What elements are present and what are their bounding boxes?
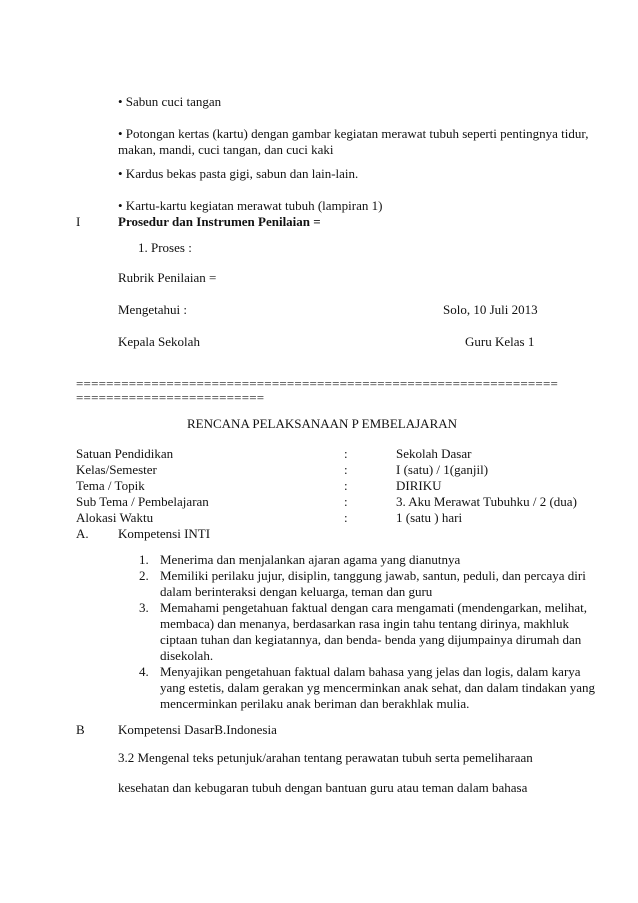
sign-place-date: Solo, 10 Juli 2013: [443, 302, 538, 317]
material-item-4: • Kartu-kartu kegiatan merawat tubuh (lampiran 1): [118, 198, 383, 213]
rubrik-label: Rubrik Penilaian =: [118, 270, 217, 285]
sign-guru-kelas: Guru Kelas 1: [465, 334, 535, 349]
ki-number: 2.: [139, 568, 149, 583]
identity-value: 1 (satu ) hari: [396, 510, 463, 525]
document-title: RENCANA PELAKSANAAN P EMBELAJARAN: [187, 416, 458, 431]
section-a-number: A.: [76, 526, 89, 541]
identity-value: 3. Aku Merawat Tubuhku / 2 (dua): [396, 494, 577, 509]
ki-number: 1.: [139, 552, 149, 567]
ki-text: membaca) dan menanya, berdasarkan rasa ingin tahu tentang dirinya, makhluk: [160, 616, 569, 631]
material-item-1: • Sabun cuci tangan: [118, 94, 222, 109]
ki-text: Memiliki perilaku jujur, disiplin, tanggung jawab, santun, peduli, dan percaya diri: [160, 568, 586, 583]
identity-colon: :: [344, 510, 348, 525]
identity-value: I (satu) / 1(ganjil): [396, 462, 489, 477]
ki-text: disekolah.: [160, 648, 214, 663]
section-b-title: Kompetensi DasarB.Indonesia: [118, 722, 277, 737]
section-b-number: B: [76, 722, 85, 737]
identity-label: Sub Tema / Pembelajaran: [76, 494, 209, 509]
identity-label: Satuan Pendidikan: [76, 446, 174, 461]
identity-label: Alokasi Waktu: [76, 510, 154, 525]
identity-colon: :: [344, 446, 348, 461]
ki-text: mencerminkan perilaku anak beriman dan berakhlak mulia.: [160, 696, 470, 711]
material-item-3: • Kardus bekas pasta gigi, sabun dan lain-lain.: [118, 166, 359, 181]
ki-text: Menyajikan pengetahuan faktual dalam bahasa yang jelas dan logis, dalam karya: [160, 664, 581, 679]
identity-label: Tema / Topik: [76, 478, 145, 493]
identity-label: Kelas/Semester: [76, 462, 157, 477]
proses-item: 1. Proses :: [138, 240, 192, 255]
ki-number: 3.: [139, 600, 149, 615]
kd-text: kesehatan dan kebugaran tubuh dengan bantuan guru atau teman dalam bahasa: [118, 780, 528, 795]
section-a-title: Kompetensi INTI: [118, 526, 211, 541]
identity-colon: :: [344, 494, 348, 509]
identity-value: DIRIKU: [396, 478, 442, 493]
ki-text: ciptaan tuhan dan kegiatannya, dan benda- benda yang dijumpainya dirumah dan: [160, 632, 582, 647]
identity-colon: :: [344, 478, 348, 493]
ki-number: 4.: [139, 664, 149, 679]
separator-line-1: ================================================================: [76, 376, 559, 391]
kd-text: 3.2 Mengenal teks petunjuk/arahan tentang perawatan tubuh serta pemeliharaan: [118, 750, 533, 765]
separator-line-2: =========================: [76, 390, 265, 405]
ki-text: Menerima dan menjalankan ajaran agama yang dianutnya: [160, 552, 461, 567]
identity-colon: :: [344, 462, 348, 477]
material-item-2: • Potongan kertas (kartu) dengan gambar kegiatan merawat tubuh seperti pentingnya tidur,: [118, 126, 589, 141]
identity-value: Sekolah Dasar: [396, 446, 472, 461]
ki-text: dalam berinteraksi dengan keluarga, teman dan guru: [160, 584, 433, 599]
sign-mengetahui: Mengetahui :: [118, 302, 187, 317]
ki-text: Memahami pengetahuan faktual dengan cara mengamati (mendengarkan, melihat,: [160, 600, 588, 615]
section-i-number: I: [76, 214, 81, 229]
section-i-title: Prosedur dan Instrumen Penilaian =: [118, 214, 321, 229]
material-item-2-cont: makan, mandi, cuci tangan, dan cuci kaki: [118, 142, 334, 157]
ki-text: yang estetis, dalam gerakan yg mencerminkan anak sehat, dan dalam tindakan yang: [160, 680, 595, 695]
sign-kepala-sekolah: Kepala Sekolah: [118, 334, 200, 349]
